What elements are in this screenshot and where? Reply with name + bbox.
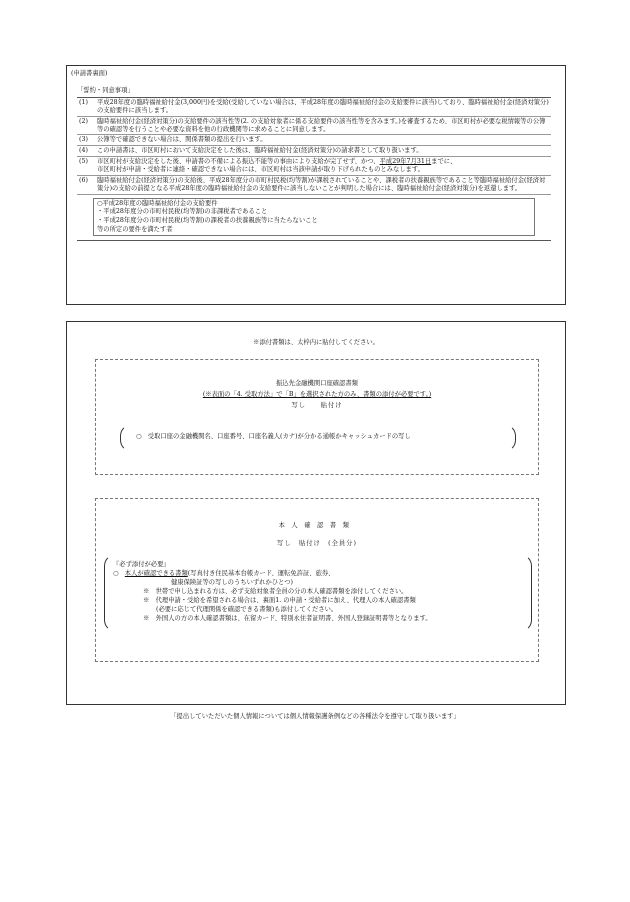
pledge-item xyxy=(77,176,551,195)
required-label: 『必ず添付が必要』 xyxy=(113,561,170,568)
requirements-title: ○平成28年度の臨時福祉給付金の支給要件 xyxy=(97,199,218,207)
deadline-date: 平成29年7月31日 xyxy=(379,158,432,166)
pledge-item-text: 平成28年度の臨時福祉給付金(3,000円)を受給(受給していない場合は、平成28年度の臨時福祉給付金の支給要件に該当)しており、臨時福祉給付金(経済対策分)の支給要件に該当します。 xyxy=(97,99,549,114)
bank-document-item: ○ 受取口座の金融機関名、口座番号、口座名義人(カナ)が分かる通帳かキャッシュカードの写し xyxy=(136,433,411,440)
privacy-footer: 「提出していただいた個人情報については個人情報保護条例などの各種法令を遵守して取り扱います」 xyxy=(170,713,460,720)
attachment-section xyxy=(66,321,566,705)
pledge-item-text: 臨時福祉給付金(経済対策分)の支給要件の該当性等(2. の支給対象者に係る支給要件の該当性等を含みます。)を審査するため、市区町村が必要な税情報等の公簿等の確認等を行うことや必要な資料を他の行政機関等に求めることに同意します。 xyxy=(97,117,546,133)
identity-main-underlined: 本人が確認できる書類 xyxy=(124,570,188,577)
pledge-item xyxy=(77,157,551,176)
pledge-item-text: 臨時福祉給付金(経済対策分)の支給後、平成28年度分の市町村民税(均等割)が課税されていることや、課税者の扶養親族等であること等臨時福祉給付金(経済対策分)の支給の前提となる平成28年度の臨時福祉給付金の支給要件に該当しないことが判明した場合には、臨時福祉給付金(経済対策分)を返還します。 xyxy=(97,176,546,192)
pledge-item-number: (2) xyxy=(79,117,88,125)
pledge-item xyxy=(77,146,551,157)
requirements-box xyxy=(93,198,535,236)
pledge-item-text: 公簿等で確認できない場合は、関係書類の提出を行います。 xyxy=(97,136,267,144)
pledge-item-text xyxy=(97,158,549,174)
pledge-item-number: (1) xyxy=(79,99,88,106)
pledge-item xyxy=(77,98,551,117)
identity-main-continuation: 健康保険証等の写しのうちいずれかひとつ) xyxy=(171,579,293,586)
pledge-item-number: (3) xyxy=(79,136,88,144)
attachment-note: ※添付書類は、太枠内に貼付してください。 xyxy=(253,339,379,346)
bank-document-condition: (※表面の「4. 受取方法」で「B」を選択された方のみ、書類の添付が必要です。) xyxy=(202,391,432,398)
identity-document-title: 本人確認書類 xyxy=(278,522,356,529)
pledge-item-number: (4) xyxy=(79,147,88,155)
pledge-text-part: 市区町村が支給決定をした後、申請書の不備による振込不能等の事由により支給が完了せず、かつ、 xyxy=(97,158,380,166)
identity-requirements xyxy=(113,561,523,624)
bank-document-paste-area[interactable] xyxy=(95,359,539,475)
pledge-item xyxy=(77,135,551,146)
bank-document-subtitle xyxy=(96,391,538,399)
identity-note: ※ 外国人の方の本人確認書類は、在留カード、特別永住者証明書、外国人登録証明書等となります。 xyxy=(143,615,432,622)
identity-main-detail: (写真付き住民基本台帳カード、運転免許証、旅券、 xyxy=(187,570,335,577)
bank-paste-label: 写し 貼付け xyxy=(291,402,343,409)
identity-note: ※ 世帯で申し込まれる方は、必ず支給対象者全員の分の本人確認書類を添付してください。 xyxy=(143,588,408,595)
page-side-heading: (申請書裏面) xyxy=(71,70,108,77)
requirements-closing: 等の所定の要件を満たす者 xyxy=(97,226,173,234)
pledge-title: 「誓約・同意事項」 xyxy=(77,87,134,94)
pledge-item-number: (6) xyxy=(79,176,88,184)
identity-main-item xyxy=(113,570,523,579)
pledge-section xyxy=(66,65,566,305)
bank-document-title: 振込先金融機関口座確認書類 xyxy=(276,380,358,387)
pledge-list xyxy=(77,97,551,241)
requirement-item: ・平成28年度分の市町村民税(均等割)の課税者の扶養親族等に当たらないこと xyxy=(97,217,318,225)
identity-document-paste-area[interactable] xyxy=(95,498,539,662)
pledge-item-number: (5) xyxy=(79,158,88,166)
identity-note: ※ 代理申請・受給を希望される場合は、裏面1. の申請・受給者に加え、代理人の本人確認書類 xyxy=(143,597,416,604)
requirement-item: ・平成28年度分の市町村民税(均等割)の非課税者であること xyxy=(97,208,268,216)
pledge-item-text: この申請書は、市区町村において支給決定をした後は、臨時福祉給付金(経済対策分)の請求書として取り扱います。 xyxy=(97,147,423,155)
pledge-text-part: までに、 市区町村が申請・受給者に連絡・確認できない場合には、市区町村は当該申請が取り下げられたものとみなします。 xyxy=(97,158,457,174)
identity-paste-label: 写し 貼付け (全員分) xyxy=(277,540,357,547)
pledge-item xyxy=(77,117,551,136)
bullet: ○ xyxy=(113,570,125,577)
identity-note-continuation: (必要に応じて代理関係を確認できる書類)も添付してください。 xyxy=(156,606,338,613)
